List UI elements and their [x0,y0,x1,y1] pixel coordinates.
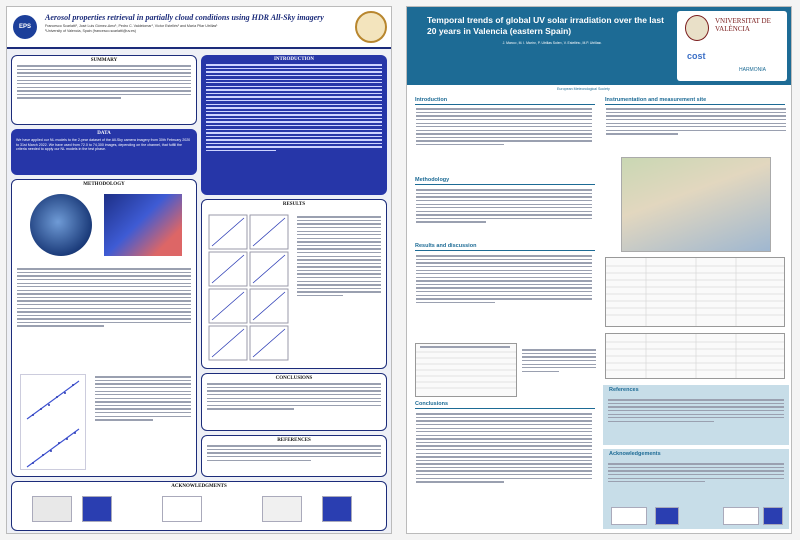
authors-line: Francesco Scarlatti¹, José Luis Gómez-Amo¹, Pedro C. Valdelomar¹, Víctor Estellés¹ and María Pilar Utrillas¹ [45,24,218,28]
poster-uv-trends [406,6,792,534]
b-table-1 [415,343,517,397]
conclusions-heading: CONCLUSIONS [275,376,313,381]
poster-b-authors: J. Marco¹, M. I. Marín², P. Utrillas Soler¹, V. Estellés¹, M.P. Utrillas¹ [502,41,602,45]
poster-a-header [7,7,392,49]
b-conclusions-text [411,411,597,485]
conclusions-text [202,383,386,409]
references-text [202,445,386,461]
b-table-3 [605,333,785,379]
b-eu-flag-icon-2 [763,507,783,525]
table-3-grid [606,334,784,378]
summary-heading: SUMMARY [90,58,118,63]
ack-box [11,481,387,531]
results-box [201,199,387,369]
poster-b-header [407,7,792,85]
affiliation-line: ¹University of Valencia, Spain (francesco.scarlatti@uv.es) [45,28,136,33]
methodology-text [12,266,196,329]
cost-logo [162,496,202,522]
b-references-heading: References [609,387,639,393]
poster-a-title: Aerosol properties retrieval in partially cloud conditions using HDR All-Sky imagery [45,13,324,22]
university-name: VNIVERSITAT DE VALÈNCIA [715,17,771,33]
b-results-text [411,253,597,305]
site-map-image [621,157,771,252]
b-ministry-logo [611,507,647,525]
b-instrumentation-text [601,106,791,137]
ministry-logo [32,496,72,522]
b-ack-box [603,449,789,529]
allsky-image [30,194,92,256]
aod-scatter-plots [20,374,86,470]
results-text [292,214,386,298]
university-seal-icon [355,11,387,43]
data-box [11,129,197,175]
b-results-heading: Results and discussion [415,243,477,249]
harmonia-logo: HARMONIA [739,67,766,73]
b-ack-text [603,461,789,485]
table-2-grid [606,258,784,326]
scatter-plot-svg [21,375,87,471]
ack-heading: ACKNOWLEDGMENTS [171,484,227,489]
b-ack-heading: Acknowledgements [609,451,661,457]
methodology-heading: METHODOLOGY [83,182,125,187]
b-partner-logo [723,507,759,525]
eu-flag-icon [82,496,112,522]
b-instrumentation-heading: Instrumentation and measurement site [605,97,707,103]
b-introduction-text [411,106,597,148]
b-introduction-heading: Introduction [415,97,448,103]
b-results-side-text [517,347,601,374]
eu-flag-icon-2 [322,496,352,522]
conclusions-box [201,373,387,431]
results-scatter-grid [208,214,290,364]
poster-aerosol [6,6,392,534]
b-table-2 [605,257,785,327]
b-methodology-text [411,187,597,225]
summary-text [12,65,196,99]
ems-logo: European Meteorological Society [557,87,610,91]
b-references-text [603,397,789,424]
partner-logo [262,496,302,522]
eps-logo: EPS [13,15,37,39]
introduction-box [201,55,387,195]
cost-logo-b: cost [687,51,706,61]
uv-seal-icon [685,15,709,41]
introduction-text [201,64,387,151]
feature-map-image [104,194,182,256]
references-heading: REFERENCES [277,438,311,443]
poster-b-title: Temporal trends of global UV solar irradiation over the last 20 years in Valencia (eastern Spain) [427,15,664,36]
methodology-box [11,179,197,477]
data-heading: DATA [97,131,111,136]
poster-a-authors [45,24,345,33]
table-1-grid [416,344,516,396]
results-heading: RESULTS [282,202,306,207]
b-references-box [603,385,789,445]
quality-text [90,374,196,423]
results-grid-svg [208,214,290,364]
summary-box [11,55,197,125]
references-box [201,435,387,477]
b-methodology-heading: Methodology [415,177,450,183]
university-logo-panel [677,11,787,81]
introduction-heading: INTRODUCTION [273,57,314,62]
data-text: We have applied our NL models to the 2-year dataset of the All-Sky camera imagery from 30th February 2020 to 31st March 2022. We have used from 72.0 to 74,300 images, depending on the channel, that fulfill the criteria needed to apply our NL models in the test phase. [16,138,191,152]
b-eu-flag-icon [655,507,679,525]
b-conclusions-heading: Conclusions [415,401,449,407]
